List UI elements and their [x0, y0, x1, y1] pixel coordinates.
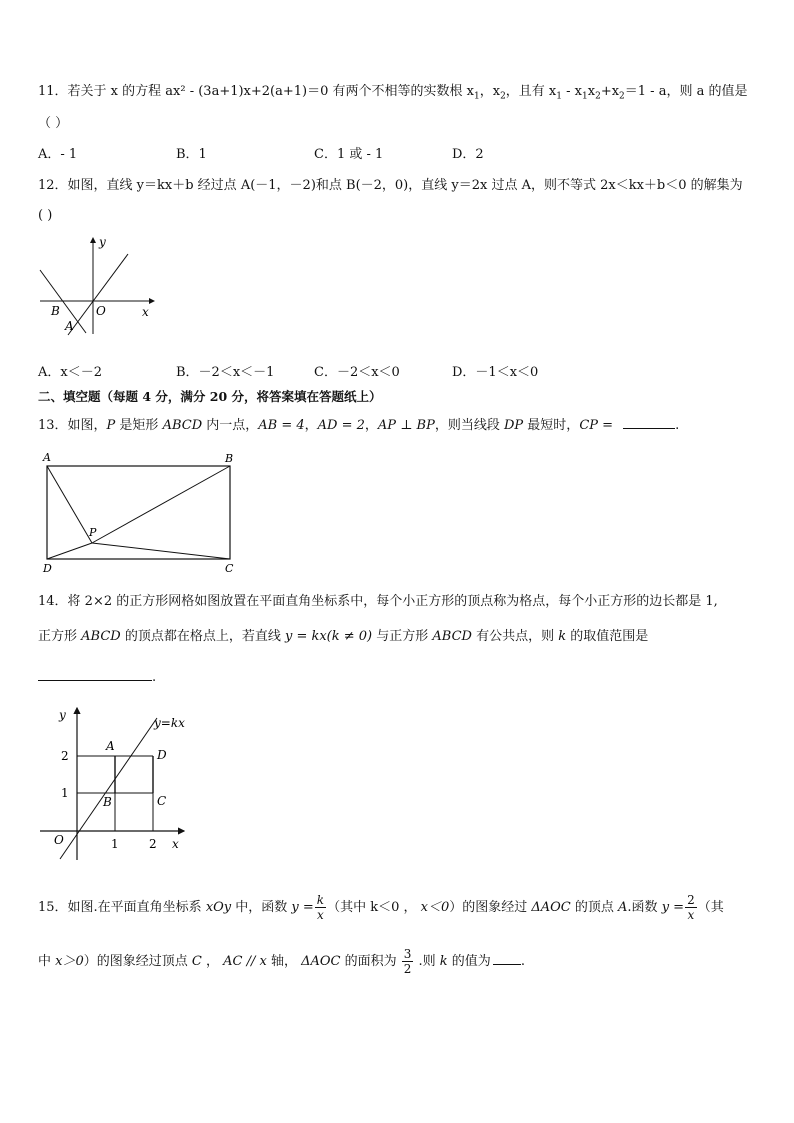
q15-text-2g: 的值为 [447, 954, 491, 969]
q15-AC-parallel: AC // x [223, 954, 267, 969]
q13-AP [47, 466, 92, 543]
q15-text-2f: .则 [414, 954, 440, 969]
q15-text-2b: ）的图象经过顶点 [83, 954, 192, 969]
q11-sub1: 1 [473, 91, 480, 102]
q12-label-O: O [96, 304, 106, 318]
q14-answer-line [38, 668, 156, 687]
q14-text-b: 的顶点都在格点上，若直线 [120, 629, 285, 644]
q14-label-t2: 2 [149, 837, 157, 851]
q15-frac3-den: 2 [403, 962, 412, 976]
q15-x-gt-0: x＞0 [55, 954, 84, 969]
q11-option-c: C．1 或 - 1 [314, 147, 384, 162]
q15-line2 [38, 944, 525, 980]
q12-label-y: y [99, 235, 106, 249]
q12-option-d: D．－1＜x＜0 [452, 365, 539, 380]
q11-sub4: 1 [582, 91, 588, 102]
q14-label-x: x [172, 837, 179, 851]
q14-equation: y = kx(k ≠ 0) [284, 629, 373, 644]
q13-DP-segment [47, 543, 92, 559]
q13-label-A: A [43, 451, 51, 464]
q13-label-P: P [89, 526, 97, 539]
q14-label-ykx: y=kx [154, 716, 185, 730]
q11-option-a: A．- 1 [38, 147, 78, 162]
q14-k: k [558, 629, 567, 644]
q14-line2 [38, 628, 648, 646]
q12-option-a: A．x＜－2 [38, 365, 102, 380]
q11-stem-f: ＝1 - a，则 a 的值是 [624, 84, 748, 99]
q11-paren: （ ） [38, 116, 69, 131]
q14-label-v1: 1 [61, 786, 69, 800]
q14-label-v2: 2 [61, 749, 69, 763]
q15-text-2c: ， [201, 954, 224, 969]
q13-label-B: B [225, 452, 234, 465]
q15-text-e: 的顶点 [570, 900, 619, 915]
q13-text-3: 内一点， [202, 418, 259, 433]
q15-end: . [520, 954, 525, 969]
q15-y2: y = [661, 900, 685, 915]
q15-text-2e: 的面积为 [340, 954, 401, 969]
q13-AD: AD = 2 [317, 418, 365, 433]
q15-text-d: ）的图象经过 [449, 900, 532, 915]
q13-text-6: ，则当线段 [434, 418, 504, 433]
q13-DP: DP [504, 418, 524, 433]
q12-label-x: x [142, 305, 149, 319]
q14-text-a: 正方形 [38, 629, 82, 644]
q14-label-C: C [157, 794, 167, 808]
q15-triangle-2: ΔAOC [301, 954, 341, 969]
q11-number: 11． [38, 84, 68, 99]
q15-text-a: 15．如图.在平面直角坐标系 [38, 900, 206, 915]
q14-label-D: D [157, 748, 167, 762]
q11-sub5: 2 [595, 91, 601, 102]
q13-text-7: 最短时， [523, 418, 580, 433]
q15-frac2-den: x [687, 908, 695, 922]
q13-text-1: 13．如图， [38, 418, 107, 433]
q13-text-4: ， [304, 418, 318, 433]
q11-stem-c: - x [562, 84, 582, 99]
q13-label-D: D [43, 562, 52, 575]
q14-label-A: A [106, 739, 115, 753]
q11-stem-a: 若关于 x 的方程 ax² - (3a+1)x+2(a+1)＝0 有两个不相等的实数根 x [67, 84, 474, 99]
q12-label-A: A [65, 319, 74, 333]
q15-text-2a: 中 [38, 954, 56, 969]
q11-comma: ，x [479, 84, 501, 99]
q12-line-2x [68, 254, 128, 335]
q14-figure [36, 702, 196, 862]
q13-AB: AB = 4 [258, 418, 305, 433]
q15-line1 [38, 890, 724, 926]
q14-label-t1: 1 [111, 837, 119, 851]
q11-line1 [38, 83, 747, 106]
q11-stem-e: +x [600, 84, 620, 99]
q12-figure [34, 234, 164, 336]
q15-text-2d: 轴， [266, 954, 302, 969]
q13-answer-blank [623, 416, 675, 429]
q15-frac1-den: x [317, 908, 324, 922]
q13-stem [38, 416, 679, 435]
q15-text-c: （其中 k＜0 ， [327, 900, 421, 915]
q12-stem: 12．如图，直线 y＝kx＋b 经过点 A(－1，－2)和点 B(－2，0)，直线 y＝2x 过点 A，则不等式 2x＜kx＋b＜0 的解集为 [38, 178, 743, 193]
q12-option-b: B．－2＜x＜－1 [176, 365, 275, 380]
q15-fraction-3-over-2 [402, 947, 414, 976]
q13-P: P [106, 418, 116, 433]
q15-x-lt-0: x＜0 [420, 900, 450, 915]
q15-A: A [618, 900, 628, 915]
q12-paren: ( ) [38, 208, 53, 223]
q13-ABCD: ABCD [162, 418, 203, 433]
q14-ABCD: ABCD [81, 629, 121, 644]
q15-triangle: ΔAOC [531, 900, 571, 915]
q13-end: . [675, 418, 680, 433]
q14-label-O: O [54, 833, 64, 847]
q12-label-B: B [51, 304, 60, 318]
q14-text-c: 与正方形 [372, 629, 433, 644]
q15-frac3-num: 3 [403, 947, 412, 961]
q13-CP-segment [92, 543, 230, 559]
q13-BP [92, 466, 230, 543]
q15-text-g: （其 [697, 900, 724, 915]
q11-sub6: 2 [619, 91, 625, 102]
q14-ABCD-2: ABCD [432, 629, 472, 644]
q11-stem-d: x [587, 84, 596, 99]
q12-option-c: C．－2＜x＜0 [314, 365, 400, 380]
q15-frac2-num: 2 [687, 893, 695, 907]
q13-text-5: ， [364, 418, 378, 433]
q15-k: k [439, 954, 448, 969]
q13-label-C: C [225, 562, 234, 575]
section-2-heading: 二、填空题（每题 4 分，满分 20 分，将答案填在答题纸上） [38, 389, 382, 404]
q14-text-e: 的取值范围是 [566, 629, 649, 644]
q15-y1: y = [291, 900, 314, 915]
q15-fraction-k-over-x [315, 893, 326, 922]
q14-label-B: B [103, 795, 112, 809]
q15-frac1-num: k [316, 893, 325, 907]
q13-figure [38, 450, 243, 576]
q14-end: . [152, 670, 157, 685]
q14-label-y: y [59, 708, 66, 722]
q15-xOy: xOy [205, 900, 232, 915]
q15-answer-blank [493, 952, 521, 965]
q15-text-b: 中，函数 [231, 900, 292, 915]
q11-option-d: D．2 [452, 147, 484, 162]
q11-sub2: 2 [500, 91, 506, 102]
q14-text-d: 有公共点，则 [471, 629, 559, 644]
q15-text-f: .函数 [627, 900, 662, 915]
q15-C: C [191, 954, 202, 969]
q13-text-2: 是矩形 [115, 418, 163, 433]
q11-stem-b: ，且有 x [505, 84, 557, 99]
q15-fraction-2-over-x [685, 893, 697, 922]
q13-CP: CP = [579, 418, 614, 433]
q11-option-b: B．1 [176, 147, 207, 162]
q14-answer-blank [38, 668, 152, 681]
q13-perp: AP ⊥ BP [377, 418, 435, 433]
q14-line1: 14．将 2×2 的正方形网格如图放置在平面直角坐标系中，每个小正方形的顶点称为格点，每个小正方形的边长都是 1, [38, 594, 718, 609]
q11-sub3: 1 [556, 91, 562, 102]
